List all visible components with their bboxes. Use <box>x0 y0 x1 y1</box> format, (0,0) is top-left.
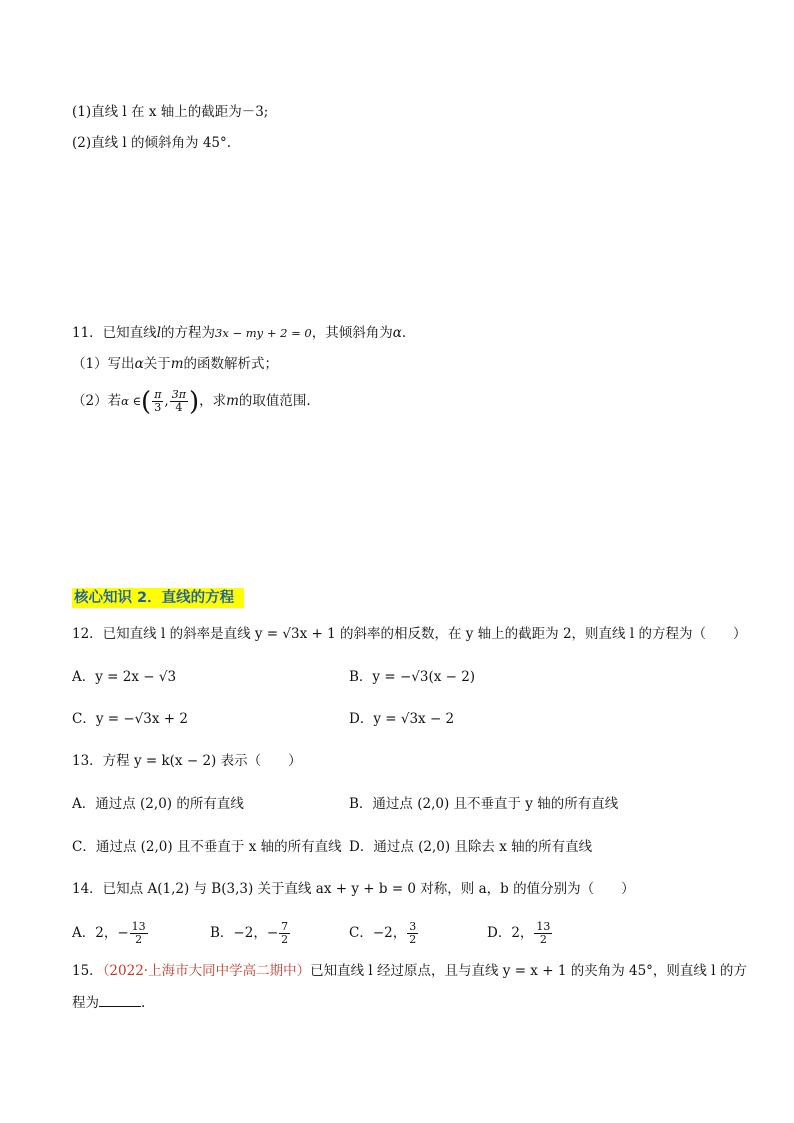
q10-part2: (2)直线 l 的倾斜角为 45°. <box>72 135 232 151</box>
q13-option-d: D．通过点 (2,0) 且除去 x 轴的所有直线 <box>349 839 593 855</box>
q11-part1: （1）写出α关于m的函数解析式； <box>72 356 279 372</box>
q12-option-a: A．y = 2x − √3 <box>72 669 177 685</box>
fraction: $\frac{13}{2}$ <box>131 920 146 946</box>
q12-option-d: D．y = √3x − 2 <box>349 711 455 727</box>
q13-stem: 13．方程 y = k(x − 2) 表示（ ） <box>72 753 302 769</box>
q10-part1: (1)直线 l 在 x 轴上的截距为－3; <box>72 104 269 120</box>
q11-part2: （2）若α ∈( $\frac{\pi}{3}$ , $\frac{3\pi}{4}$ )，求m的取值范围. <box>72 386 311 417</box>
q14-option-c: C．−2， $\frac{3}{2}$ <box>349 920 417 946</box>
fraction: $\frac{3}{2}$ <box>409 920 417 946</box>
fraction: $\frac{3\pi}{4}$ <box>171 388 186 414</box>
q14-option-b: B．−2，− $\frac{7}{2}$ <box>210 920 289 946</box>
q11-equation: 3x − my + 2 = 0 <box>215 326 312 340</box>
q13-option-a: A．通过点 (2,0) 的所有直线 <box>72 796 244 812</box>
q15-stem-cont: 程为 . <box>72 992 145 1013</box>
source-tag: （2022·上海市大同中学高二期中） <box>102 963 311 979</box>
q14-option-a: A．2，− $\frac{13}{2}$ <box>72 920 146 946</box>
q12-stem: 12．已知直线 l 的斜率是直线 y = √3x + 1 的斜率的相反数，在 y 轴上的截距为 2，则直线 l 的方程为（ ） <box>72 626 747 642</box>
fraction: $\frac{7}{2}$ <box>281 920 289 946</box>
fraction: $\frac{\pi}{3}$ <box>154 388 162 414</box>
q12-option-c: C．y = −√3x + 2 <box>72 711 188 727</box>
fraction: $\frac{13}{2}$ <box>536 920 551 946</box>
q14-stem: 14．已知点 A(1,2) 与 B(3,3) 关于直线 ax + y + b = 0 对称，则 a，b 的值分别为（ ） <box>72 881 635 897</box>
q13-option-b: B．通过点 (2,0) 且不垂直于 y 轴的所有直线 <box>349 796 619 812</box>
q11-stem: 11．已知直线l的方程为3x − my + 2 = 0，其倾斜角为α. <box>72 325 407 341</box>
q12-option-b: B．y = −√3(x − 2) <box>349 669 476 685</box>
q13-option-c: C．通过点 (2,0) 且不垂直于 x 轴的所有直线 <box>72 839 342 855</box>
q15-stem: 15．（2022·上海市大同中学高二期中）已知直线 l 经过原点，且与直线 y = x + 1 的夹角为 45°，则直线 l 的方 <box>72 963 747 979</box>
section-heading: 核心知识 2．直线的方程 <box>72 588 244 608</box>
answer-blank[interactable] <box>99 992 141 1007</box>
q14-option-d: D．2， $\frac{13}{2}$ <box>487 920 551 946</box>
